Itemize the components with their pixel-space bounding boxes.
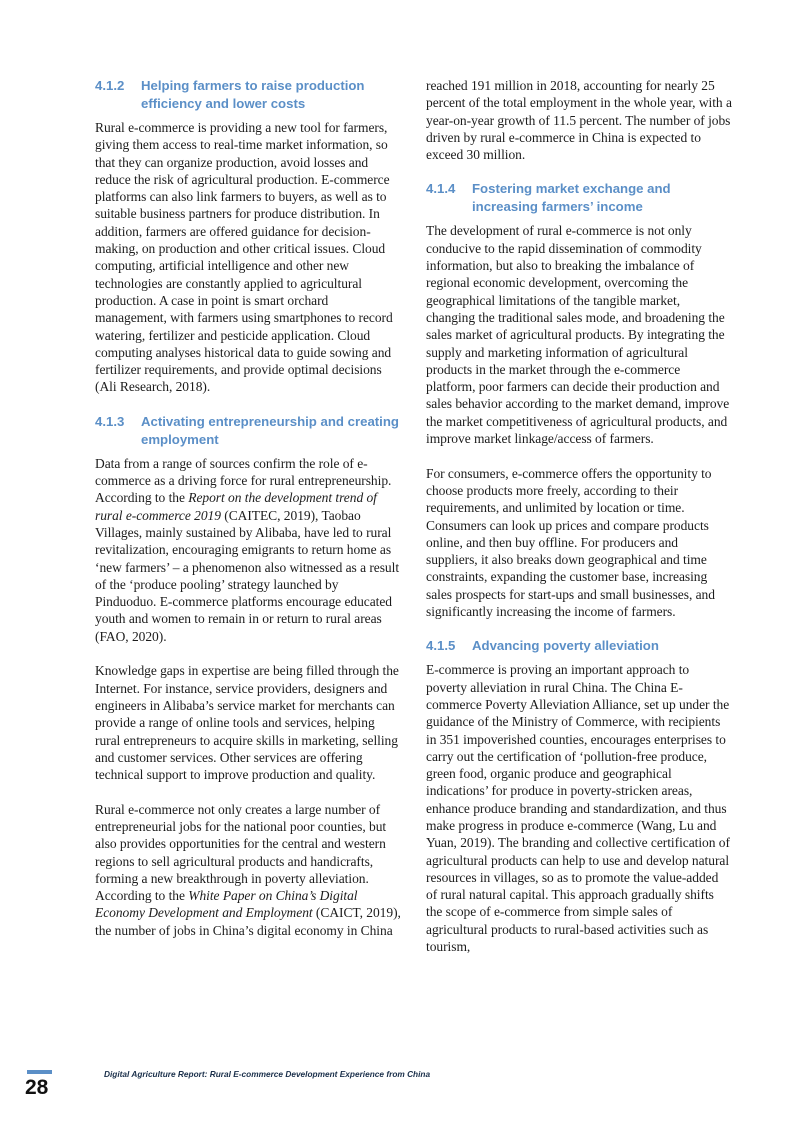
section-heading-4-1-4 <box>426 180 732 216</box>
paragraph: Rural e-commerce is providing a new tool for farmers, giving them access to real-time market information, so that they can organize production, avoid losses and reduce the risk of agricultural production. E-commerce platforms can also link farmers to buyers, as well as to suitable business partners for produce distribution. In addition, farmers are offered guidance for decision-making, on production and other critical issues. Cloud computing, artificial intelligence and other new technologies are constantly applied to agricultural production. A case in point is smart orchard management, with farmers using smartphones to record watering, fertilizer and pesticide application. Cloud computing analyses historical data to guide sowing and fertilizer requirements, and provide optimal decisions (Ali Research, 2018). <box>95 120 393 395</box>
paragraph: The development of rural e-commerce is not only conducive to the rapid dissemination of commodity information, but also to breaking the imbalance of regional economic development, overcoming the geographical limitations of the tangible market, changing the traditional sales mode, and broadening the sales market of agricultural products. By integrating the supply and marketing information of agricultural products in the market through the e-commerce platform, poor farmers can decide their production and sales behavior according to the market demand, improve the market competitiveness of agricultural products, and improve market linkage/access of farmers. <box>426 223 730 447</box>
page-number: 28 <box>25 1076 49 1099</box>
section-title: Advancing poverty alleviation <box>472 638 659 654</box>
section-heading-4-1-5 <box>426 637 732 655</box>
paragraph-text: (CAICT, 2019), the number of jobs in China’s digital economy in China <box>95 905 401 938</box>
paragraph: reached 191 million in 2018, accounting for nearly 25 percent of the total employment in the whole year, with a year-on-year growth of 11.5 percent. The number of jobs driven by rural e-commerce in China is expected to exceed 30 million. <box>426 78 732 163</box>
paragraph: Knowledge gaps in expertise are being filled through the Internet. For instance, service providers, designers and engineers in Alibaba’s service market for merchants can provide a range of online tools and services, helping rural entrepreneurs to acquire skills in marketing, selling and customer services. Other services are offering technical support to improve production and quality. <box>95 663 399 783</box>
section-number: 4.1.5 <box>426 638 456 654</box>
right-column <box>426 77 732 955</box>
section-title: Fostering market exchange and increasing farmers’ income <box>472 181 671 215</box>
paragraph <box>95 801 401 939</box>
footer-accent-bar <box>27 1070 52 1074</box>
section-title: Activating entrepreneurship and creating employment <box>141 413 399 447</box>
report-title: Report on the development trend of rural e-commerce 2019 <box>95 490 377 523</box>
paragraph-text: Rural e-commerce not only creates a large number of entrepreneurial jobs for the national poor counties, but also provides opportunities for the central and western regions to sell agricultural products and handicrafts, forming a new breakthrough in poverty alleviation. According to the <box>95 801 387 904</box>
paragraph <box>95 455 401 645</box>
section-title: Helping farmers to raise production efficiency and lower costs <box>141 78 365 111</box>
section-number: 4.1.2 <box>95 78 125 93</box>
section-number: 4.1.4 <box>426 181 456 197</box>
section-heading-4-1-2 <box>95 77 401 113</box>
paragraph-text: (CAITEC, 2019), Taobao Villages, mainly sustained by Alibaba, have led to rural revitalization, encouraging emigrants to return home as ‘new farmers’ – a phenomenon also witnessed as a result of the ‘produce pooling’ strategy launched by Pinduoduo. E-commerce platforms encourage educated youth and women to remain in or return to rural areas (FAO, 2020). <box>95 507 400 644</box>
running-title: Digital Agriculture Report: Rural E-commerce Development Experience from China <box>104 1069 431 1079</box>
section-number: 4.1.3 <box>95 413 125 429</box>
left-column <box>95 77 401 939</box>
section-heading-4-1-3 <box>95 413 401 449</box>
paragraph: E-commerce is proving an important approach to poverty alleviation in rural China. The China E-commerce Poverty Alleviation Alliance, set up under the guidance of the Ministry of Commerce, with recipients in 351 impoverished counties, encourages enterprises to carry out the certification of ‘pollution-free produce, green food, organic produce and geographical indications’ for produce in poverty-stricken areas, enhance produce branding and standardization, and thus make progress in produce e-commerce (Wang, Lu and Yuan, 2019). The branding and collective certification of agricultural products can help to use and develop natural resources in villages, so as to promote the value-added of rural natural capital. This approach gradually shifts the scope of e-commerce from simple sales of agricultural products to rural-based activities such as tourism, <box>426 662 730 955</box>
paragraph-text: Data from a range of sources confirm the role of e-commerce as a driving force for rural entrepreneurship. According to the <box>95 455 392 506</box>
paragraph: For consumers, e-commerce offers the opportunity to choose products more freely, according to their requirements, and unlimited by location or time. Consumers can look up prices and compare products online, and then buy offline. For producers and suppliers, it also breaks down geographical and time constraints, expanding the customer base, increasing sales prospects for start-ups and small businesses, and significantly increasing the income of farmers. <box>426 465 715 620</box>
report-title: White Paper on China’s Digital Economy Development and Employment <box>95 888 358 921</box>
